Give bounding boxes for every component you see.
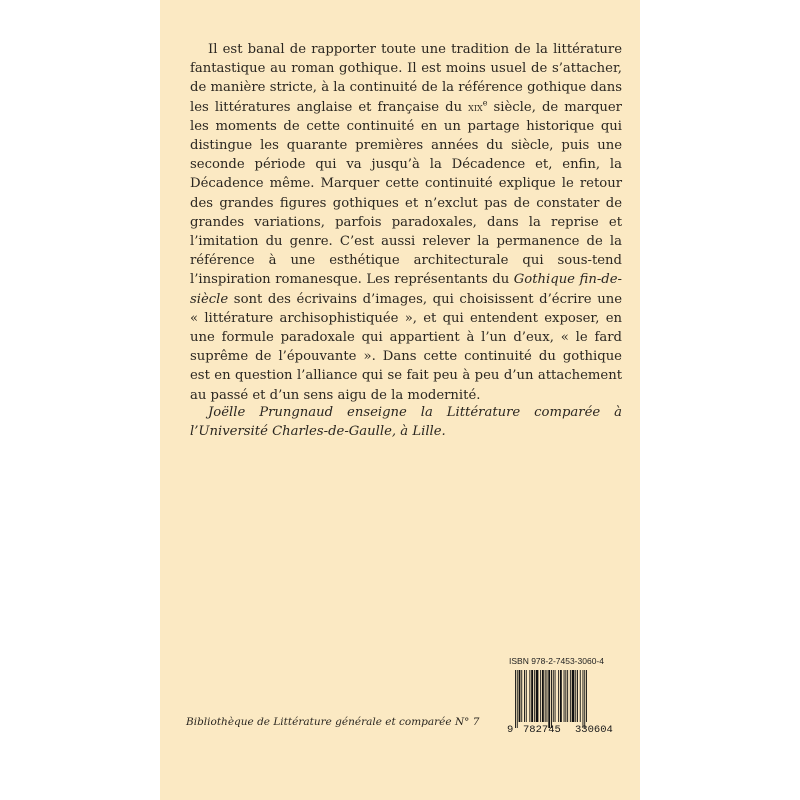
barcode-bar <box>524 670 525 722</box>
barcode-bar <box>564 670 565 722</box>
italic-title: Gothique fin-de-siècle <box>190 272 622 307</box>
barcode-bar <box>548 670 550 728</box>
century-numeral: xix <box>468 99 483 114</box>
barcode-bar <box>558 670 559 722</box>
isbn-label: ISBN 978-2-7453-3060-4 <box>509 656 604 666</box>
century-superscript: e <box>482 98 488 108</box>
barcode-bar <box>519 670 521 722</box>
author-bio-text: Joëlle Prungnaud enseigne la Littérature comparée à l’Université Charles-de-Gaulle, à Lille. <box>190 405 622 440</box>
barcode-bar <box>570 670 571 722</box>
barcode-bar <box>575 670 576 722</box>
barcode <box>507 656 631 738</box>
barcode-bar <box>565 670 566 722</box>
barcode-bar <box>560 670 562 722</box>
barcode-bar <box>572 670 575 722</box>
barcode-bar <box>526 670 527 722</box>
barcode-bar <box>534 670 535 722</box>
barcode-bars <box>515 670 627 728</box>
barcode-digits-left: 782745 <box>523 724 561 736</box>
barcode-bar <box>536 670 539 722</box>
barcode-bar <box>517 670 518 728</box>
barcode-bar <box>580 670 581 722</box>
barcode-digit-first: 9 <box>507 724 514 736</box>
barcode-bar <box>515 670 516 728</box>
barcode-bar <box>521 670 522 722</box>
blurb-text <box>190 40 622 405</box>
barcode-bar <box>567 670 568 722</box>
barcode-bar <box>529 670 530 722</box>
barcode-bar <box>540 670 541 722</box>
barcode-bar <box>553 670 554 722</box>
blurb-paragraph: Il est banal de rapporter toute une tradition de la littérature fantastique au roman gothique. Il est moins usuel de s’attacher, de manière stricte, à la continuité de la référence gothique dans les littératures anglaise et française du xix$^e$ siècle, de marquer les moments de cette continuité en un partage historique qui distingue les quarante premières années du siècle, puis une seconde période qui va jusqu’à la Décadence et, enfin, la Décadence même. Marquer cette continuité explique le retour des grandes figures gothiques et n’exclut pas de constater de grandes variations, parfois paradoxales, dans la reprise et l’imitation du genre. C’est aussi relever la permanence de la référence à une esthétique architecturale qui sous-tend l’inspiration romanesque. Les représentants du Gothique fin-de-siècle sont des écrivains d’images, qui choisissent d’écrire une « littérature archisophistiquée », et qui entendent exposer, en une formule paradoxale qui appartient à l’un d’eux, « le fard suprême de l’épouvante ». Dans cette continuité du gothique est en question l’alliance qui se fait peu à peu d’un attachement au passé et d’un sens aigu de la modernité. <box>190 42 622 403</box>
barcode-bar <box>547 670 548 722</box>
barcode-bar <box>586 670 587 722</box>
barcode-bar <box>551 670 552 728</box>
barcode-bar <box>577 670 578 722</box>
back-cover <box>160 0 640 800</box>
barcode-bar <box>555 670 556 722</box>
series-title: Bibliothèque de Littérature générale et comparée N° 7 <box>186 716 480 728</box>
barcode-bar <box>542 670 544 722</box>
barcode-bar <box>584 670 585 728</box>
barcode-bar <box>583 670 584 728</box>
author-bio <box>190 403 622 441</box>
barcode-bar <box>545 670 546 722</box>
barcode-bar <box>531 670 533 722</box>
barcode-digits-right: 330604 <box>575 724 613 736</box>
